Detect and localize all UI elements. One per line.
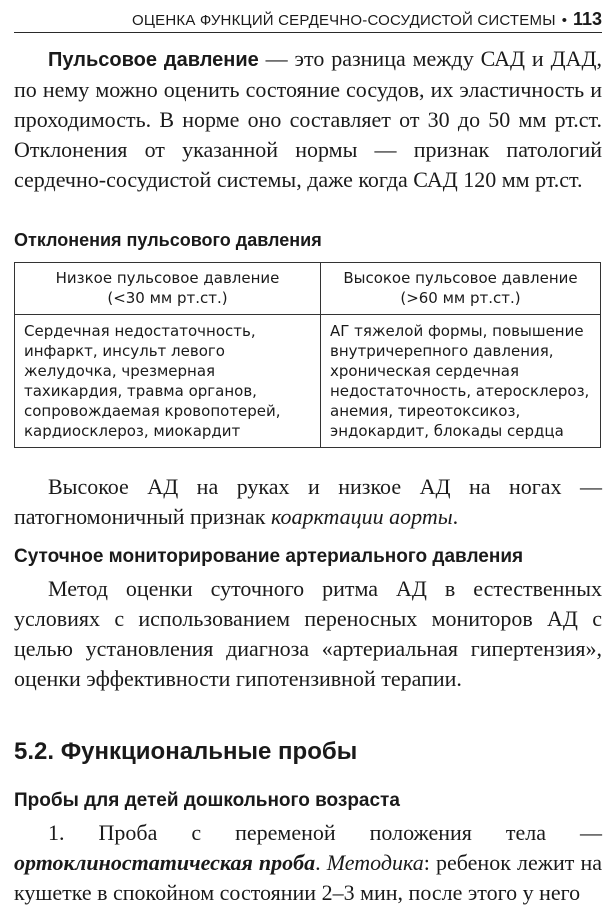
- pulse-pressure-term: Пульсовое давление: [48, 49, 259, 71]
- monitoring-heading: Суточное мониторирование артериального давления: [14, 546, 524, 567]
- monitoring-paragraph: Метод оценки суточного ритма АД в естественных условиях с использованием переносных мониторов АД с целью установления диагноза «артериальная гипертензия», оценки эффективности гипотензивной терапии.: [14, 576, 602, 691]
- column-header-low-range: (<30 мм рт.ст.): [107, 289, 228, 307]
- section-title: 5.2. Функциональные пробы: [14, 738, 358, 765]
- running-title: ОЦЕНКА ФУНКЦИЙ СЕРДЕЧНО-СОСУДИСТОЙ СИСТЕМЫ: [131, 12, 556, 29]
- bullet-separator: •: [561, 12, 567, 29]
- high-pressure-causes: АГ тяжелой формы, повышение внутричерепного давления, хроническая сердечная недостаточность, атеросклероз, анемия, тиреотоксикоз, эндокардит, блокады сердца: [321, 315, 601, 448]
- item-start: 1. Проба с переменой положения тела —: [48, 820, 602, 845]
- column-header-high-range: (>60 мм рт.ст.): [400, 289, 521, 307]
- page-number: 113: [572, 9, 602, 29]
- aorta-paragraph: [14, 472, 602, 532]
- column-header-high-title: Высокое пульсовое давление: [343, 269, 578, 287]
- column-header-high: [321, 263, 601, 315]
- column-header-low: [15, 263, 321, 315]
- table-row: [15, 315, 601, 448]
- method-label: Методика: [326, 850, 424, 875]
- deviations-table: [14, 262, 601, 448]
- running-header: [14, 6, 602, 33]
- table-header-row: [15, 263, 601, 315]
- low-pressure-causes: Сердечная недостаточность, инфаркт, инсульт левого желудочка, чрезмерная тахикардия, травма органов, сопровождаемая кровопотерей, кардиосклероз, миокардит: [15, 315, 321, 448]
- aorta-text: Высокое АД на руках и низкое АД на ногах — патогномоничный признак: [14, 474, 602, 529]
- item-term: ортоклиностатическая проба: [14, 850, 316, 875]
- column-header-low-title: Низкое пульсовое давление: [55, 269, 280, 287]
- item-sep: .: [315, 850, 327, 875]
- deviations-heading: Отклонения пульсового давления: [14, 230, 322, 250]
- pulse-pressure-text: — это разница между САД и ДАД, по нему можно оценить состояние сосудов, их эластичность и проходимость. В норме оно составляет от 30 до 50 мм рт.ст. Отклонения от указанной нормы — признак патологий сердечно-сосудистой системы, даже когда САД 120 мм рт.ст.: [14, 46, 602, 192]
- aorta-term: коарктации аорты: [271, 504, 453, 529]
- aorta-end: .: [452, 504, 459, 529]
- pulse-pressure-paragraph: [14, 44, 602, 195]
- item-text: : ребенок лежит на кушетке в спокойном состоянии 2–3 мин, после этого у него: [14, 850, 602, 905]
- preschool-tests-heading: Пробы для детей дошкольного возраста: [14, 790, 400, 811]
- orthoclinostatic-paragraph: [14, 818, 602, 908]
